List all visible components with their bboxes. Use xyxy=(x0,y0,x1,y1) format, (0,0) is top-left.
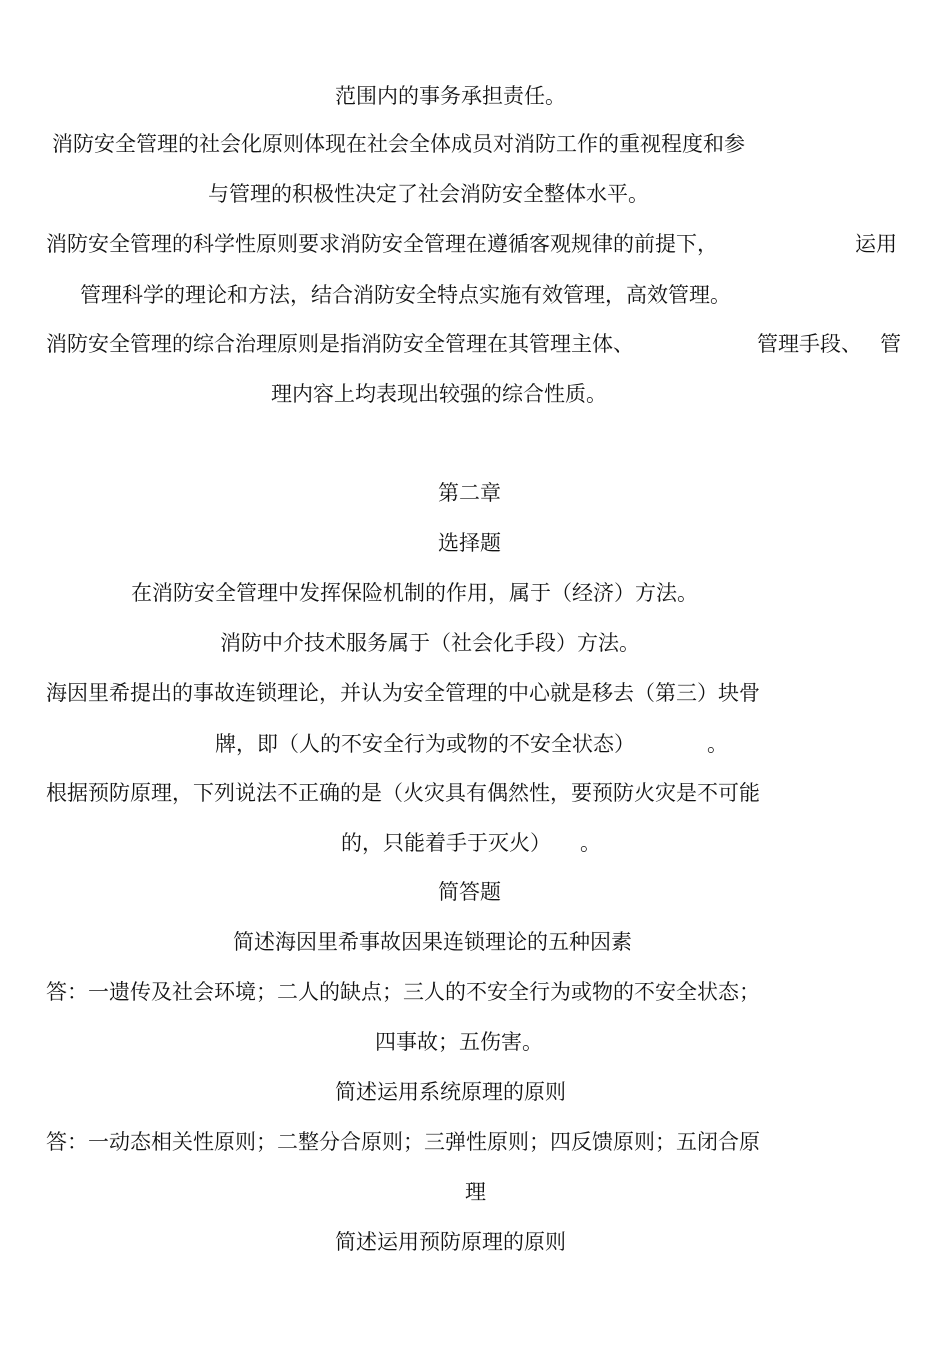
question-line: 简述海因里希事故因果连锁理论的五种因素 xyxy=(233,930,632,954)
text-line: 。 xyxy=(707,732,728,756)
text-line: 根据预防原理，下列说法不正确的是（火灾具有偶然性，要预防火灾是不可能 xyxy=(46,781,760,805)
text-line: 在消防安全管理中发挥保险机制的作用，属于（经济）方法。 xyxy=(131,581,698,605)
text-line: 。 xyxy=(580,831,601,855)
answer-line: 答：一遗传及社会环境；二人的缺点；三人的不安全行为或物的不安全状态； xyxy=(46,980,760,1004)
section-heading: 简答题 xyxy=(438,880,501,904)
text-line: 消防安全管理的科学性原则要求消防安全管理在遵循客观规律的前提下， xyxy=(46,232,718,256)
text-line: 理内容上均表现出较强的综合性质。 xyxy=(271,382,607,406)
text-line: 范围内的事务承担责任。 xyxy=(335,84,566,108)
question-line: 简述运用预防原理的原则 xyxy=(335,1230,566,1254)
answer-line: 四事故；五伤害。 xyxy=(375,1030,543,1054)
text-line: 海因里希提出的事故连锁理论，并认为安全管理的中心就是移去（第三）块骨 xyxy=(46,681,760,705)
answer-line: 理 xyxy=(465,1180,486,1204)
text-line: 的，只能着手于灭火） xyxy=(341,831,551,855)
section-heading: 选择题 xyxy=(438,531,501,555)
text-line: 消防中介技术服务属于（社会化手段）方法。 xyxy=(220,631,640,655)
question-line: 简述运用系统原理的原则 xyxy=(335,1080,566,1104)
text-line: 消防安全管理的社会化原则体现在社会全体成员对消防工作的重视程度和参 xyxy=(52,132,745,156)
text-line: 运用 xyxy=(855,232,897,256)
text-line: 消防安全管理的综合治理原则是指消防安全管理在其管理主体、 xyxy=(46,332,634,356)
answer-line: 答：一动态相关性原则；二整分合原则；三弹性原则；四反馈原则；五闭合原 xyxy=(46,1130,760,1154)
text-line: 管 xyxy=(880,332,901,356)
text-line: 牌，即（人的不安全行为或物的不安全状态） xyxy=(215,732,635,756)
text-line: 管理科学的理论和方法，结合消防安全特点实施有效管理，高效管理。 xyxy=(80,283,731,307)
chapter-heading: 第二章 xyxy=(438,481,501,505)
text-line: 管理手段、 xyxy=(757,332,862,356)
text-line: 与管理的积极性决定了社会消防安全整体水平。 xyxy=(208,182,649,206)
